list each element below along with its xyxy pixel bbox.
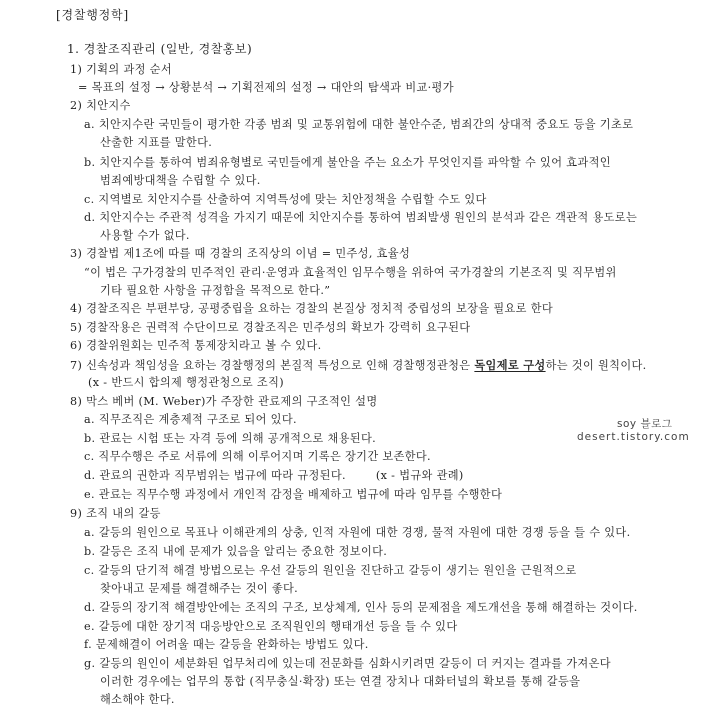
item-8d-note: (x - 법규와 관례) [375,469,464,482]
item-9e: e. 갈등에 대한 장기적 대응방안으로 조직원인의 행태개선 등을 들 수 있다 [84,620,458,633]
item-5: 5) 경찰작용은 권력적 수단이므로 경찰조직은 민주성의 확보가 강력히 요구된다 [70,321,471,334]
item-8d [84,468,464,484]
item-3-quote-line2: 기타 필요한 사항을 규정함을 목적으로 한다.” [100,284,331,297]
item-2a-line1: a. 치안지수란 국민들이 평가한 각종 범죄 및 교통위험에 대한 불안수준, 범죄간의 상대적 중요도 등을 기초로 [84,118,634,131]
item-2d-line1: d. 치안지수는 주관적 성격을 가지기 때문에 치안지수를 통하여 범죄발생 원인의 분석과 같은 객관적 용도로는 [84,211,638,224]
item-8a: a. 직무조직은 계층제적 구조로 되어 있다. [84,413,297,426]
item-8e: e. 관료는 직무수행 과정에서 개인적 감정을 배제하고 법규에 따라 임무를 수행한다 [84,488,503,501]
item-2c-line: c. 지역별로 치안지수를 산출하여 지역특성에 맞는 치안정책을 수립할 수도 있다 [84,193,487,206]
item-3-heading: 3) 경찰법 제1조에 따를 때 경찰의 조직상의 이념 = 민주성, 효율성 [70,247,411,260]
chapter-title: 1. 경찰조직관리 (일반, 경찰홍보) [67,42,253,56]
item-2d-line2: 사용할 수가 없다. [100,229,190,242]
item-9g-line1: g. 갈등의 원인이 세분화된 업무처리에 있는데 전문화를 심화시키려면 갈등이 더 커지는 결과를 가져온다 [84,657,611,670]
item-8c: c. 직무수행은 주로 서류에 의해 이루어지며 기록은 장기간 보존한다. [84,450,431,463]
section-header: [경찰행정학] [56,8,129,22]
item-9g-line2: 이러한 경우에는 업무의 통합 (직무충실·확장) 또는 연결 장치나 대화터널의 확보를 통해 갈등을 [100,675,581,688]
item-2a-line2: 산출한 지표를 말한다. [100,136,213,149]
item-2b-line1: b. 치안지수를 통하여 범죄유형별로 국민들에게 불안을 주는 요소가 무엇인지를 파악할 수 있어 효과적인 [84,156,611,169]
item-8b: b. 관료는 시험 또는 자격 등에 의해 공개적으로 채용된다. [84,432,377,445]
watermark-url: desert.tistory.com [577,431,690,443]
item-1-line: = 목표의 설정 → 상황분석 → 기획전제의 설정 → 대안의 탐색과 비교·평가 [78,81,454,94]
item-2b-line2: 범죄예방대책을 수립할 수 있다. [100,174,261,187]
item-3-quote-line1: “이 법은 구가경찰의 민주적인 관리·운영과 효율적인 임무수행을 위하여 국가경찰의 기본조직 및 직무범위 [84,266,617,279]
item-8-heading: 8) 막스 베버 (M. Weber)가 주장한 관료제의 구조적인 설명 [70,395,378,408]
item-2-heading: 2) 치안지수 [70,99,131,112]
item-1-heading: 1) 기획의 과정 순서 [70,63,173,76]
item-9a: a. 갈등의 원인으로 목표나 이해관계의 상충, 인적 자원에 대한 경쟁, 물적 자원에 대한 경쟁 등을 들 수 있다. [84,526,631,539]
item-8d-text: d. 관료의 권한과 직무범위는 법규에 따라 규정된다. [84,469,346,482]
item-7-post: 하는 것이 원칙이다. [545,359,647,372]
item-9c-line2: 찾아내고 문제를 해결해주는 것이 좋다. [100,582,299,595]
item-7-note: (x - 반드시 합의제 행정관청으로 조직) [88,376,284,389]
watermark-blog-name: soy 블로그 [617,418,673,430]
item-7-pre: 7) 신속성과 책임성을 요하는 경찰행정의 본질적 특성으로 인해 경찰행정관청은 [70,359,475,372]
item-9-heading: 9) 조직 내의 갈등 [70,507,161,520]
item-9c-line1: c. 갈등의 단기적 해결 방법으로는 우선 갈등의 원인을 진단하고 갈등이 생기는 원인을 근원적으로 [84,564,577,577]
item-9f: f. 문제해결이 어려울 때는 갈등을 완화하는 방법도 있다. [84,638,369,651]
item-9b: b. 갈등은 조직 내에 문제가 있음을 알리는 중요한 정보이다. [84,545,388,558]
item-7 [70,357,647,374]
item-6: 6) 경찰위원회는 민주적 통제장치라고 볼 수 있다. [70,339,322,352]
item-9g-line3: 해소해야 한다. [100,693,175,706]
item-4: 4) 경찰조직은 부편부당, 공평중립을 요하는 경찰의 본질상 정치적 중립성의 보장을 필요로 한다 [70,302,554,315]
item-7-emphasis: 독임제로 구성 [474,358,546,372]
item-9d: d. 갈등의 장기적 해결방안에는 조직의 구조, 보상체계, 인사 등의 문제점을 제도개선을 통해 해결하는 것이다. [84,601,638,614]
